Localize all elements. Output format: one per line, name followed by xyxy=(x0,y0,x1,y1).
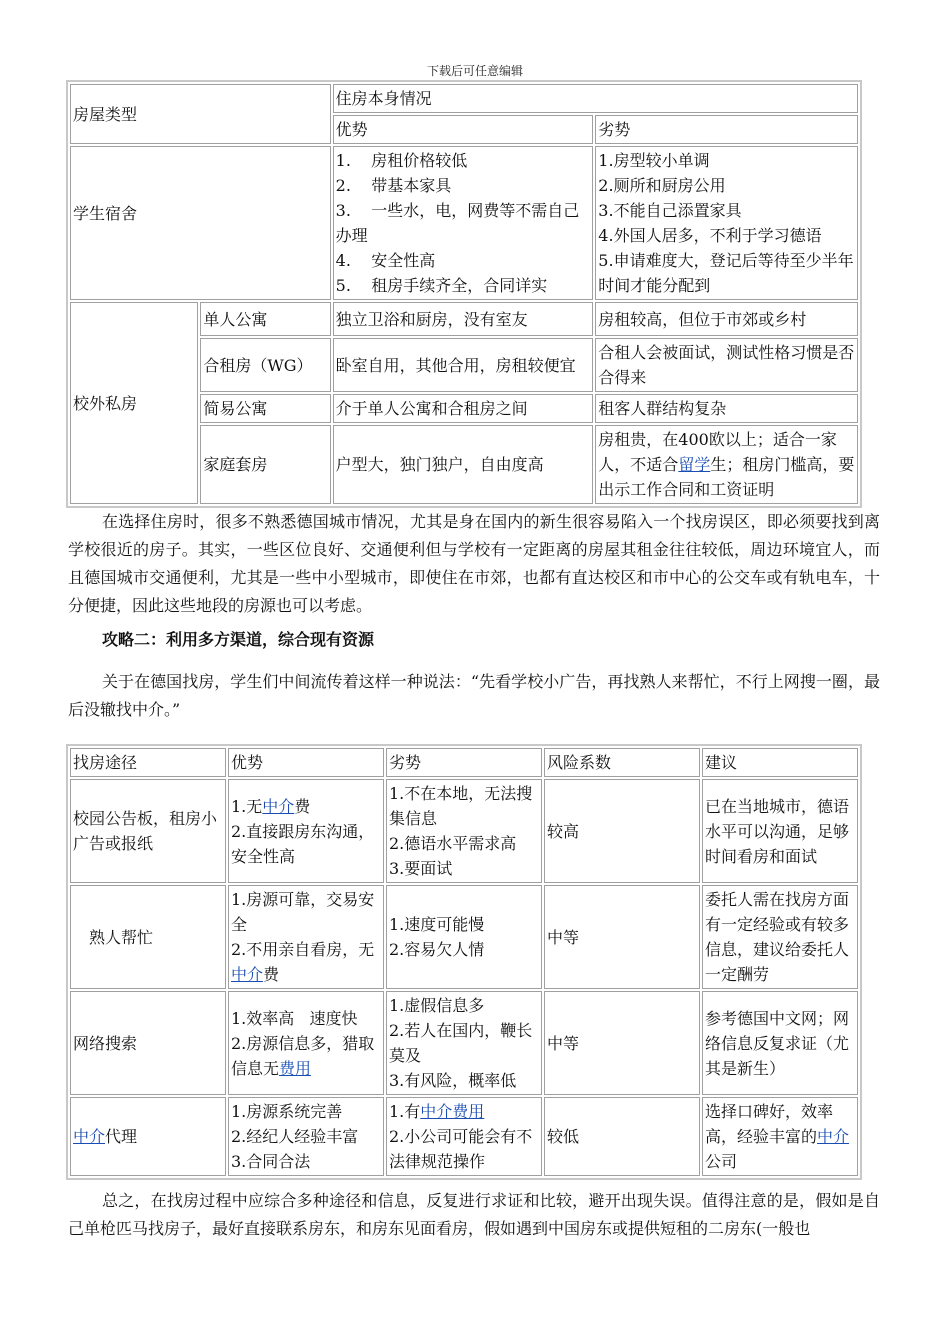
list-item: 5. 租房手续齐全，合同详实 xyxy=(335,276,548,295)
agency-fee-link[interactable]: 中介费用 xyxy=(420,1102,485,1121)
list-item: 4. 安全性高 xyxy=(335,251,436,270)
list-item: 3.要面试 xyxy=(389,859,453,878)
header-pros: 优势 xyxy=(333,115,594,144)
dorm-label: 学生宿舍 xyxy=(70,146,331,300)
page-header: 下载后可任意编辑 xyxy=(426,64,523,78)
list-item: 2. 带基本家具 xyxy=(335,176,452,195)
dorm-cons xyxy=(595,146,858,300)
header-cons: 劣势 xyxy=(386,748,542,777)
cell-text: 选择口碑好，效率高，经验丰富的 xyxy=(705,1102,834,1146)
list-item: 3.有风险，概率低 xyxy=(389,1071,517,1090)
risk-cell: 中等 xyxy=(544,885,700,989)
pros-cell xyxy=(228,991,384,1095)
private-cons: 租客人群结构复杂 xyxy=(595,394,858,423)
paragraph-housing-tip: 在选择住房时，很多不熟悉德国城市情况，尤其是身在国内的新生很容易陷入一个找房误区，即必须要找到离学校很近的房子。其实，一些区位良好、交通便利但与学校有一定距离的房屋其租金往往较低，周边环境宜人，而且德国城市交通便利，尤其是一些中小型城市，即使住在市郊，也都有直达校区和市中心的公交车或有轨电车，十分便捷，因此这些地段的房源也可以考虑。 xyxy=(68,512,880,615)
housing-type-table xyxy=(66,80,862,508)
list-item: 1. 房租价格较低 xyxy=(335,151,468,170)
list-item: 1.效率高 速度快 xyxy=(231,1008,358,1028)
header-housing-type: 房屋类型 xyxy=(70,84,331,144)
way-cell xyxy=(70,1097,226,1176)
cell-text: 代理 xyxy=(105,1127,138,1146)
list-item: 3. 一些水，电，网费等不需自己办理 xyxy=(335,201,580,245)
list-item: 1.房型较小单调 xyxy=(598,151,710,170)
list-item: 1.房源系统完善 xyxy=(231,1102,343,1121)
study-abroad-link[interactable]: 留学 xyxy=(678,455,711,474)
private-cons xyxy=(595,425,858,504)
risk-cell: 中等 xyxy=(544,991,700,1095)
way-cell: 熟人帮忙 xyxy=(70,885,226,989)
cell-text: 费 xyxy=(263,965,280,984)
header-risk: 风险系数 xyxy=(544,748,700,777)
private-type: 简易公寓 xyxy=(200,394,330,423)
advice-cell xyxy=(702,1097,858,1176)
cons-cell xyxy=(386,779,542,883)
cons-cell xyxy=(386,1097,542,1176)
private-pros: 卧室自用，其他合用，房租较便宜 xyxy=(333,338,594,392)
private-type: 家庭套房 xyxy=(200,425,330,504)
cell-text: 1.有 xyxy=(389,1102,421,1121)
header-pros: 优势 xyxy=(228,748,384,777)
pros-cell xyxy=(228,885,384,989)
list-item: 1.虚假信息多 xyxy=(389,996,485,1015)
list-item: 1.不在本地，无法搜集信息 xyxy=(389,784,533,828)
list-item: 5.申请难度大，登记后等待至少半年时间才能分配到 xyxy=(598,251,854,295)
dorm-pros xyxy=(333,146,594,300)
private-housing-label: 校外私房 xyxy=(70,302,198,504)
cell-text: 生；租房门槛高，要出示工作合同和工资证明 xyxy=(598,455,855,499)
list-item: 2.德语水平需求高 xyxy=(389,834,517,853)
list-item xyxy=(231,937,381,987)
risk-cell: 较高 xyxy=(544,779,700,883)
list-item: 2.小公司可能会有不法律规范操作 xyxy=(389,1127,533,1171)
advice-cell: 委托人需在找房方面有一定经验或有较多信息，建议给委托人一定酬劳 xyxy=(702,885,858,989)
private-type: 单人公寓 xyxy=(200,302,330,336)
list-item xyxy=(231,1031,381,1081)
cons-cell xyxy=(386,991,542,1095)
private-type: 合租房（WG） xyxy=(200,338,330,392)
agency-link[interactable]: 中介 xyxy=(231,965,264,984)
fee-link[interactable]: 费用 xyxy=(279,1058,312,1078)
cell-text: 费 xyxy=(294,796,311,816)
header-cons: 劣势 xyxy=(595,115,858,144)
advice-cell: 参考德国中文网；网络信息反复求证（尤其是新生） xyxy=(702,991,858,1095)
list-item: 2.厕所和厨房公用 xyxy=(598,176,726,195)
list-item: 2.经纪人经验丰富 xyxy=(231,1127,359,1146)
agency-link[interactable]: 中介 xyxy=(73,1127,106,1146)
list-item: 4.外国人居多，不利于学习德语 xyxy=(598,226,822,245)
list-item: 2.容易欠人情 xyxy=(389,940,485,959)
cell-text: 公司 xyxy=(705,1152,738,1171)
private-cons: 合租人会被面试，测试性格习惯是否合得来 xyxy=(595,338,858,392)
advice-cell: 已在当地城市，德语水平可以沟通，足够时间看房和面试 xyxy=(702,779,858,883)
list-item: 1.房源可靠，交易安全 xyxy=(231,890,375,934)
list-item: 3.不能自己添置家具 xyxy=(598,201,742,220)
cons-cell xyxy=(386,885,542,989)
list-item: 2.若人在国内，鞭长莫及 xyxy=(389,1021,533,1065)
list-item xyxy=(389,1099,539,1124)
cell-text: 1.无 xyxy=(231,796,263,816)
paragraph-summary: 总之，在找房过程中应综合多种途径和信息，反复进行求证和比较，避开出现失误。值得注意的是，假如是自己单枪匹马找房子，最好直接联系房东，和房东见面看房，假如遇到中国房东或提供短租的二房东(一般也 xyxy=(68,1191,880,1238)
list-item: 3.合同合法 xyxy=(231,1152,311,1171)
section-heading-strategy-2: 攻略二：利用多方渠道，综合现有资源 xyxy=(102,630,375,649)
cell-text: 2.房源信息多，猎取信息无 xyxy=(231,1033,375,1078)
private-cons: 房租较高，但位于市郊或乡村 xyxy=(595,302,858,336)
risk-cell: 较低 xyxy=(544,1097,700,1176)
header-condition: 住房本身情况 xyxy=(333,84,858,113)
list-item: 2.直接跟房东沟通，安全性高 xyxy=(231,821,375,866)
way-cell: 网络搜索 xyxy=(70,991,226,1095)
pros-cell xyxy=(228,1097,384,1176)
way-cell: 校园公告板，租房小广告或报纸 xyxy=(70,779,226,883)
private-pros: 介于单人公寓和合租房之间 xyxy=(333,394,594,423)
pros-cell xyxy=(228,779,384,883)
search-channel-table xyxy=(66,744,862,1180)
list-item xyxy=(231,794,381,819)
agency-link[interactable]: 中介 xyxy=(817,1127,850,1146)
private-pros: 独立卫浴和厨房，没有室友 xyxy=(333,302,594,336)
list-item: 1.速度可能慢 xyxy=(389,915,485,934)
paragraph-search-saying: 关于在德国找房，学生们中间流传着这样一种说法：“先看学校小广告，再找熟人来帮忙，不行上网搜一圈，最后没辙找中介。” xyxy=(68,672,880,719)
header-way: 找房途径 xyxy=(70,748,226,777)
cell-text: 2.不用亲自看房，无 xyxy=(231,940,375,959)
agency-link[interactable]: 中介 xyxy=(262,796,295,816)
private-pros: 户型大，独门独户，自由度高 xyxy=(333,425,594,504)
cell-text: 房租贵，在400欧以上；适合一家人，不适合 xyxy=(598,430,837,474)
header-advice: 建议 xyxy=(702,748,858,777)
